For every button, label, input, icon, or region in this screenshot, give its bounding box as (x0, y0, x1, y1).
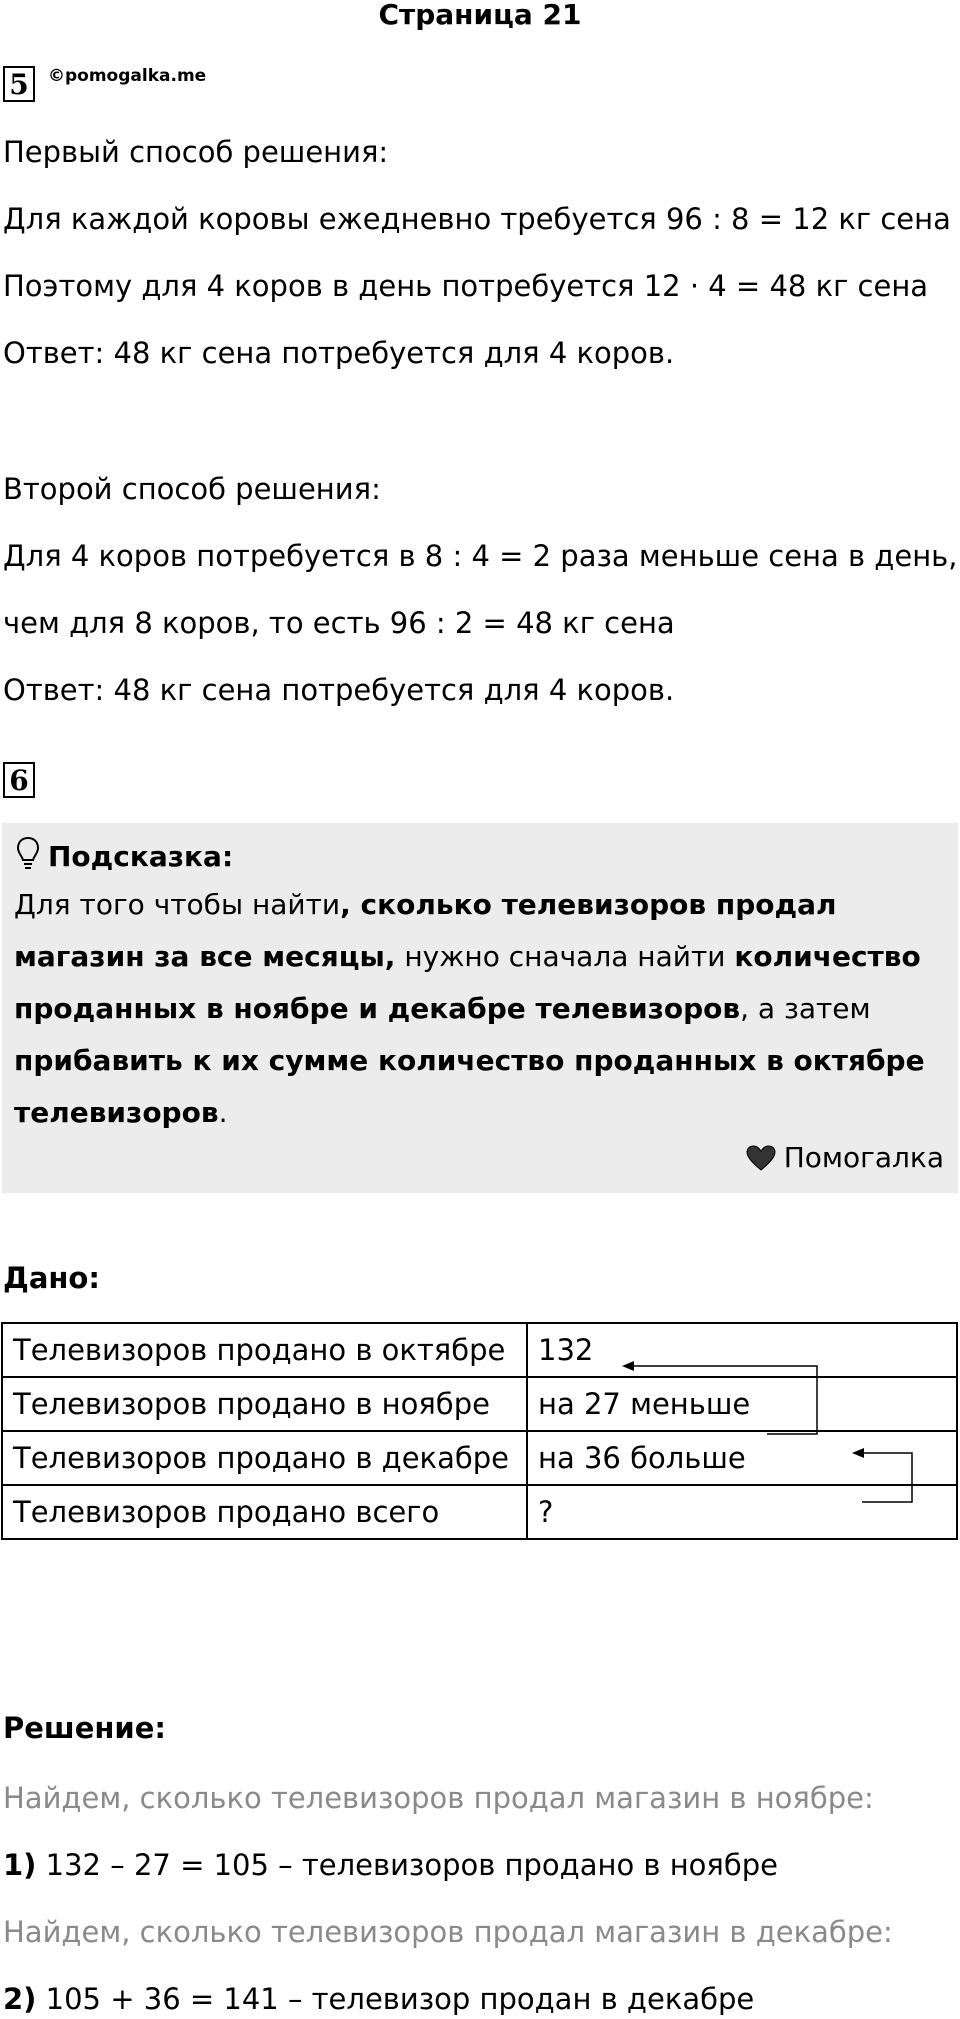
method2-answer: Ответ: 48 кг сена потребуется для 4 коров. (3, 673, 675, 707)
given-label: Дано: (3, 1261, 100, 1295)
hint-header (16, 836, 233, 876)
solution-step-2 (3, 1979, 754, 2019)
watermark: ©pomogalka.me (48, 66, 207, 86)
step-text: 105 + 36 = 141 – телевизор продан в декабре (36, 1982, 755, 2016)
solution-label: Решение: (3, 1711, 167, 1745)
method1-answer: Ответ: 48 кг сена потребуется для 4 коров. (3, 336, 675, 370)
hint-text-bold: , сколько телевизоров продал магазин за все месяцы, (14, 888, 837, 973)
solution-explain-1: Найдем, сколько телевизоров продал магазин в ноябре: (3, 1781, 874, 1815)
step-number: 2) (3, 1982, 37, 2016)
given-table (1, 1322, 958, 1540)
hint-text-bold: прибавить к их сумме количество проданных в октябре телевизоров (14, 1044, 925, 1129)
signature-text: Помогалка (783, 1141, 944, 1174)
step-text: 132 – 27 = 105 – телевизоров продано в ноябре (36, 1848, 778, 1882)
hint-text-part: нужно сначала найти (395, 940, 735, 973)
hint-title: Подсказка: (48, 839, 234, 873)
method2-step2: чем для 8 коров, то есть 96 : 2 = 48 кг сена (3, 606, 675, 640)
lightbulb-icon (16, 836, 40, 876)
table-cell-label: Телевизоров продано в октябре (2, 1323, 527, 1377)
table-cell-value: ? (527, 1485, 957, 1539)
method1-step2: Поэтому для 4 коров в день потребуется 12 · 4 = 48 кг сена (3, 269, 929, 303)
table-row (2, 1431, 957, 1485)
hint-text-part: Для того чтобы найти (14, 888, 341, 921)
page-title: Страница 21 (378, 0, 582, 31)
table-cell-value: на 36 больше (527, 1431, 957, 1485)
table-cell-label: Телевизоров продано всего (2, 1485, 527, 1539)
solution-explain-2: Найдем, сколько телевизоров продал магазин в декабре: (3, 1915, 893, 1949)
table-cell-label: Телевизоров продано в ноябре (2, 1377, 527, 1431)
hint-text-part: . (218, 1096, 228, 1129)
table-row (2, 1485, 957, 1539)
solution-step-1 (3, 1845, 778, 1885)
task-number-6: 6 (3, 762, 35, 798)
table-cell-value: на 27 меньше (527, 1377, 957, 1431)
table-cell-value: 132 (527, 1323, 957, 1377)
method2-heading: Второй способ решения: (3, 472, 381, 506)
hint-text-bold: количество проданных в ноябре и декабре телевизоров (14, 940, 921, 1025)
method1-heading: Первый способ решения: (3, 135, 389, 169)
hint-text-part: , а затем (740, 992, 871, 1025)
heart-icon (746, 1145, 776, 1171)
task-number-5: 5 (3, 66, 35, 102)
method1-step1: Для каждой коровы ежедневно требуется 96 : 8 = 12 кг сена (3, 202, 951, 236)
step-number: 1) (3, 1848, 37, 1882)
table-cell-label: Телевизоров продано в декабре (2, 1431, 527, 1485)
hint-text (14, 879, 934, 1139)
table-row (2, 1323, 957, 1377)
method2-step1: Для 4 коров потребуется в 8 : 4 = 2 раза меньше сена в день, (3, 539, 958, 573)
table-row (2, 1377, 957, 1431)
hint-signature (746, 1141, 944, 1174)
hint-box (2, 823, 958, 1193)
